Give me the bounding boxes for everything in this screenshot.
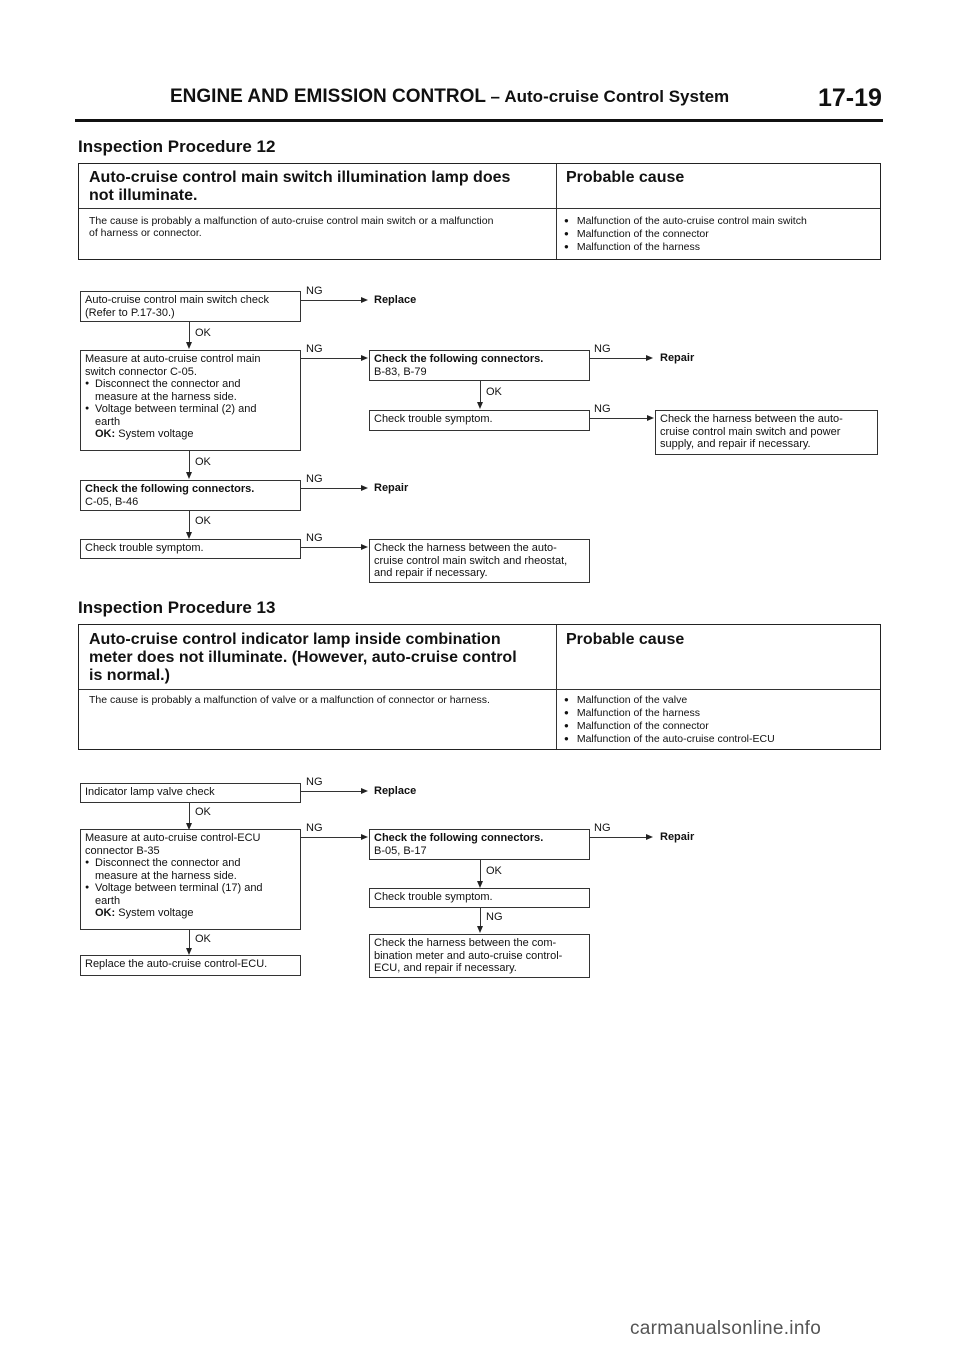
- step-indicator-lamp-check: [80, 783, 301, 803]
- cause-item: ● Malfunction of the auto-cruise control main switch: [564, 215, 807, 228]
- watermark: carmanualsonline.info: [630, 1318, 822, 1339]
- step-check-harness-rheostat: [369, 539, 590, 583]
- procedure-12-summary-table: [78, 163, 881, 260]
- ng-connector: [301, 300, 361, 301]
- step-check-connectors-c05: [80, 480, 301, 511]
- arrow-right-icon: [361, 544, 368, 550]
- step-text: earth: [95, 894, 121, 907]
- step-text: cruise control main switch and power: [660, 425, 841, 438]
- step-measure-c05: [80, 350, 301, 451]
- ng-connector: [590, 358, 646, 359]
- step-text: earth: [95, 415, 121, 428]
- arrow-right-icon: [361, 788, 368, 794]
- action-replace: Replace: [374, 785, 417, 797]
- action-replace: Replace: [374, 294, 417, 306]
- ng-connector: [301, 837, 361, 838]
- ng-label: NG: [594, 403, 611, 415]
- bullet-text: ● Disconnect the connector and: [85, 857, 296, 870]
- cause-description: The cause is probably a malfunction of auto-cruise control main switch or a malfunction: [89, 215, 494, 227]
- step-check-trouble-symptom: [80, 539, 301, 559]
- arrow-down-icon: [477, 926, 483, 933]
- arrow-down-icon: [186, 532, 192, 539]
- step-text: bination meter and auto-cruise control-: [374, 949, 563, 962]
- step-text: and repair if necessary.: [374, 567, 488, 579]
- step-text: supply, and repair if necessary.: [660, 438, 811, 450]
- ok-criterion-value: System voltage: [118, 907, 194, 919]
- procedure-13-summary-table: [78, 624, 881, 750]
- ng-label: NG: [306, 473, 323, 485]
- table-divider: [79, 689, 880, 690]
- bullet-text: ● Voltage between terminal (2) and: [85, 403, 296, 416]
- arrow-right-icon: [361, 834, 368, 840]
- symptom-line: meter does not illuminate. (However, auto-cruise control: [89, 649, 517, 666]
- page-number: 17-19: [818, 84, 882, 112]
- action-repair: Repair: [660, 831, 695, 843]
- procedure-12-title: Inspection Procedure 12: [78, 137, 276, 156]
- header-dash: –: [490, 87, 500, 106]
- arrow-right-icon: [361, 485, 368, 491]
- step-text: Check trouble symptom.: [374, 413, 493, 425]
- arrow-right-icon: [361, 297, 368, 303]
- step-text: measure at the harness side.: [95, 869, 237, 882]
- ok-label: OK: [195, 327, 211, 339]
- ng-label: NG: [306, 343, 323, 355]
- step-check-connectors-b05: [369, 829, 590, 860]
- ok-criterion-label: OK:: [95, 907, 116, 919]
- step-text: Check the following connectors.: [374, 353, 544, 365]
- page-header: [170, 86, 729, 108]
- arrow-right-icon: [361, 355, 368, 361]
- symptom-line: is normal.): [89, 667, 170, 684]
- step-text: Check the harness between the com-: [374, 937, 557, 949]
- step-measure-b35: [80, 829, 301, 930]
- step-text: connector B-35: [85, 844, 160, 857]
- arrow-down-icon: [186, 342, 192, 349]
- arrow-down-icon: [186, 472, 192, 479]
- step-text: Indicator lamp valve check: [85, 786, 215, 798]
- ok-label: OK: [195, 456, 211, 468]
- ng-connector: [590, 837, 646, 838]
- ok-label: OK: [486, 386, 502, 398]
- cause-description: The cause is probably a malfunction of valve or a malfunction of connector or harness.: [89, 694, 490, 706]
- ok-label: OK: [195, 933, 211, 945]
- step-check-harness-meter-ecu: [369, 934, 590, 978]
- step-check-harness-power: [655, 410, 878, 455]
- cause-item: ● Malfunction of the connector: [564, 228, 807, 241]
- step-check-connectors-b83: [369, 350, 590, 381]
- bullet-text: ● Disconnect the connector and: [85, 378, 296, 391]
- step-replace-ecu: [80, 955, 301, 976]
- step-text: switch connector C-05.: [85, 365, 197, 378]
- step-text: Check the harness between the auto-: [660, 413, 843, 425]
- ng-connector: [301, 358, 361, 359]
- ok-criterion-label: OK:: [95, 428, 116, 440]
- step-check-trouble-symptom: [369, 410, 590, 431]
- header-title: ENGINE AND EMISSION CONTROL: [170, 86, 486, 107]
- ng-connector: [301, 547, 361, 548]
- arrow-right-icon: [646, 834, 653, 840]
- ok-criterion-value: System voltage: [118, 428, 194, 440]
- step-text: Measure at auto-cruise control main: [85, 353, 261, 365]
- probable-cause-list: [564, 215, 807, 254]
- symptom-line: Auto-cruise control main switch illumination lamp does: [89, 169, 511, 186]
- ng-connector: [590, 418, 647, 419]
- table-divider: [79, 208, 880, 209]
- table-divider: [556, 164, 557, 259]
- procedure-13-title: Inspection Procedure 13: [78, 598, 276, 617]
- header-rule: [75, 119, 883, 122]
- step-text: (Refer to P.17-30.): [85, 306, 175, 319]
- symptom-line: Auto-cruise control indicator lamp inside combination: [89, 631, 501, 648]
- arrow-down-icon: [477, 881, 483, 888]
- ng-label: NG: [306, 285, 323, 297]
- ng-connector: [301, 488, 361, 489]
- step-text: Auto-cruise control main switch check: [85, 294, 270, 306]
- step-text: Check the following connectors.: [85, 483, 255, 495]
- arrow-down-icon: [477, 402, 483, 409]
- step-main-switch-check: [80, 291, 301, 322]
- arrow-right-icon: [646, 355, 653, 361]
- bullet-text: ● Voltage between terminal (17) and: [85, 882, 296, 895]
- step-text: B-05, B-17: [374, 844, 427, 857]
- ok-label: OK: [486, 865, 502, 877]
- ng-connector: [301, 791, 361, 792]
- ng-label: NG: [486, 911, 503, 923]
- symptom-line: not illuminate.: [89, 187, 198, 204]
- step-check-trouble-symptom: [369, 888, 590, 908]
- ng-label: NG: [306, 822, 323, 834]
- action-repair: Repair: [374, 482, 409, 494]
- ng-label: NG: [594, 822, 611, 834]
- arrow-right-icon: [647, 415, 654, 421]
- step-text: Check trouble symptom.: [85, 542, 204, 554]
- header-subtitle: Auto-cruise Control System: [504, 87, 730, 106]
- step-text: Check the harness between the auto-: [374, 542, 557, 554]
- probable-cause-heading: Probable cause: [566, 169, 685, 186]
- step-text: Check trouble symptom.: [374, 891, 493, 903]
- ok-label: OK: [195, 515, 211, 527]
- step-text: B-83, B-79: [374, 365, 427, 378]
- step-text: Measure at auto-cruise control-ECU: [85, 832, 261, 844]
- action-repair: Repair: [660, 352, 695, 364]
- ng-label: NG: [594, 343, 611, 355]
- step-text: C-05, B-46: [85, 495, 139, 508]
- cause-item: ● Malfunction of the connector: [564, 720, 775, 733]
- cause-item: ● Malfunction of the auto-cruise control-ECU: [564, 733, 775, 746]
- step-text: cruise control main switch and rheostat,: [374, 554, 568, 567]
- cause-description: of harness or connector.: [89, 227, 202, 239]
- ng-label: NG: [306, 532, 323, 544]
- probable-cause-list: [564, 694, 775, 746]
- table-divider: [556, 625, 557, 749]
- ok-label: OK: [195, 806, 211, 818]
- step-text: Replace the auto-cruise control-ECU.: [85, 958, 268, 970]
- step-text: measure at the harness side.: [95, 390, 237, 403]
- cause-item: ● Malfunction of the harness: [564, 707, 775, 720]
- cause-item: ● Malfunction of the harness: [564, 241, 807, 254]
- step-text: ECU, and repair if necessary.: [374, 962, 517, 974]
- arrow-down-icon: [186, 948, 192, 955]
- probable-cause-heading: Probable cause: [566, 631, 685, 648]
- ng-label: NG: [306, 776, 323, 788]
- step-text: Check the following connectors.: [374, 832, 544, 844]
- cause-item: ● Malfunction of the valve: [564, 694, 775, 707]
